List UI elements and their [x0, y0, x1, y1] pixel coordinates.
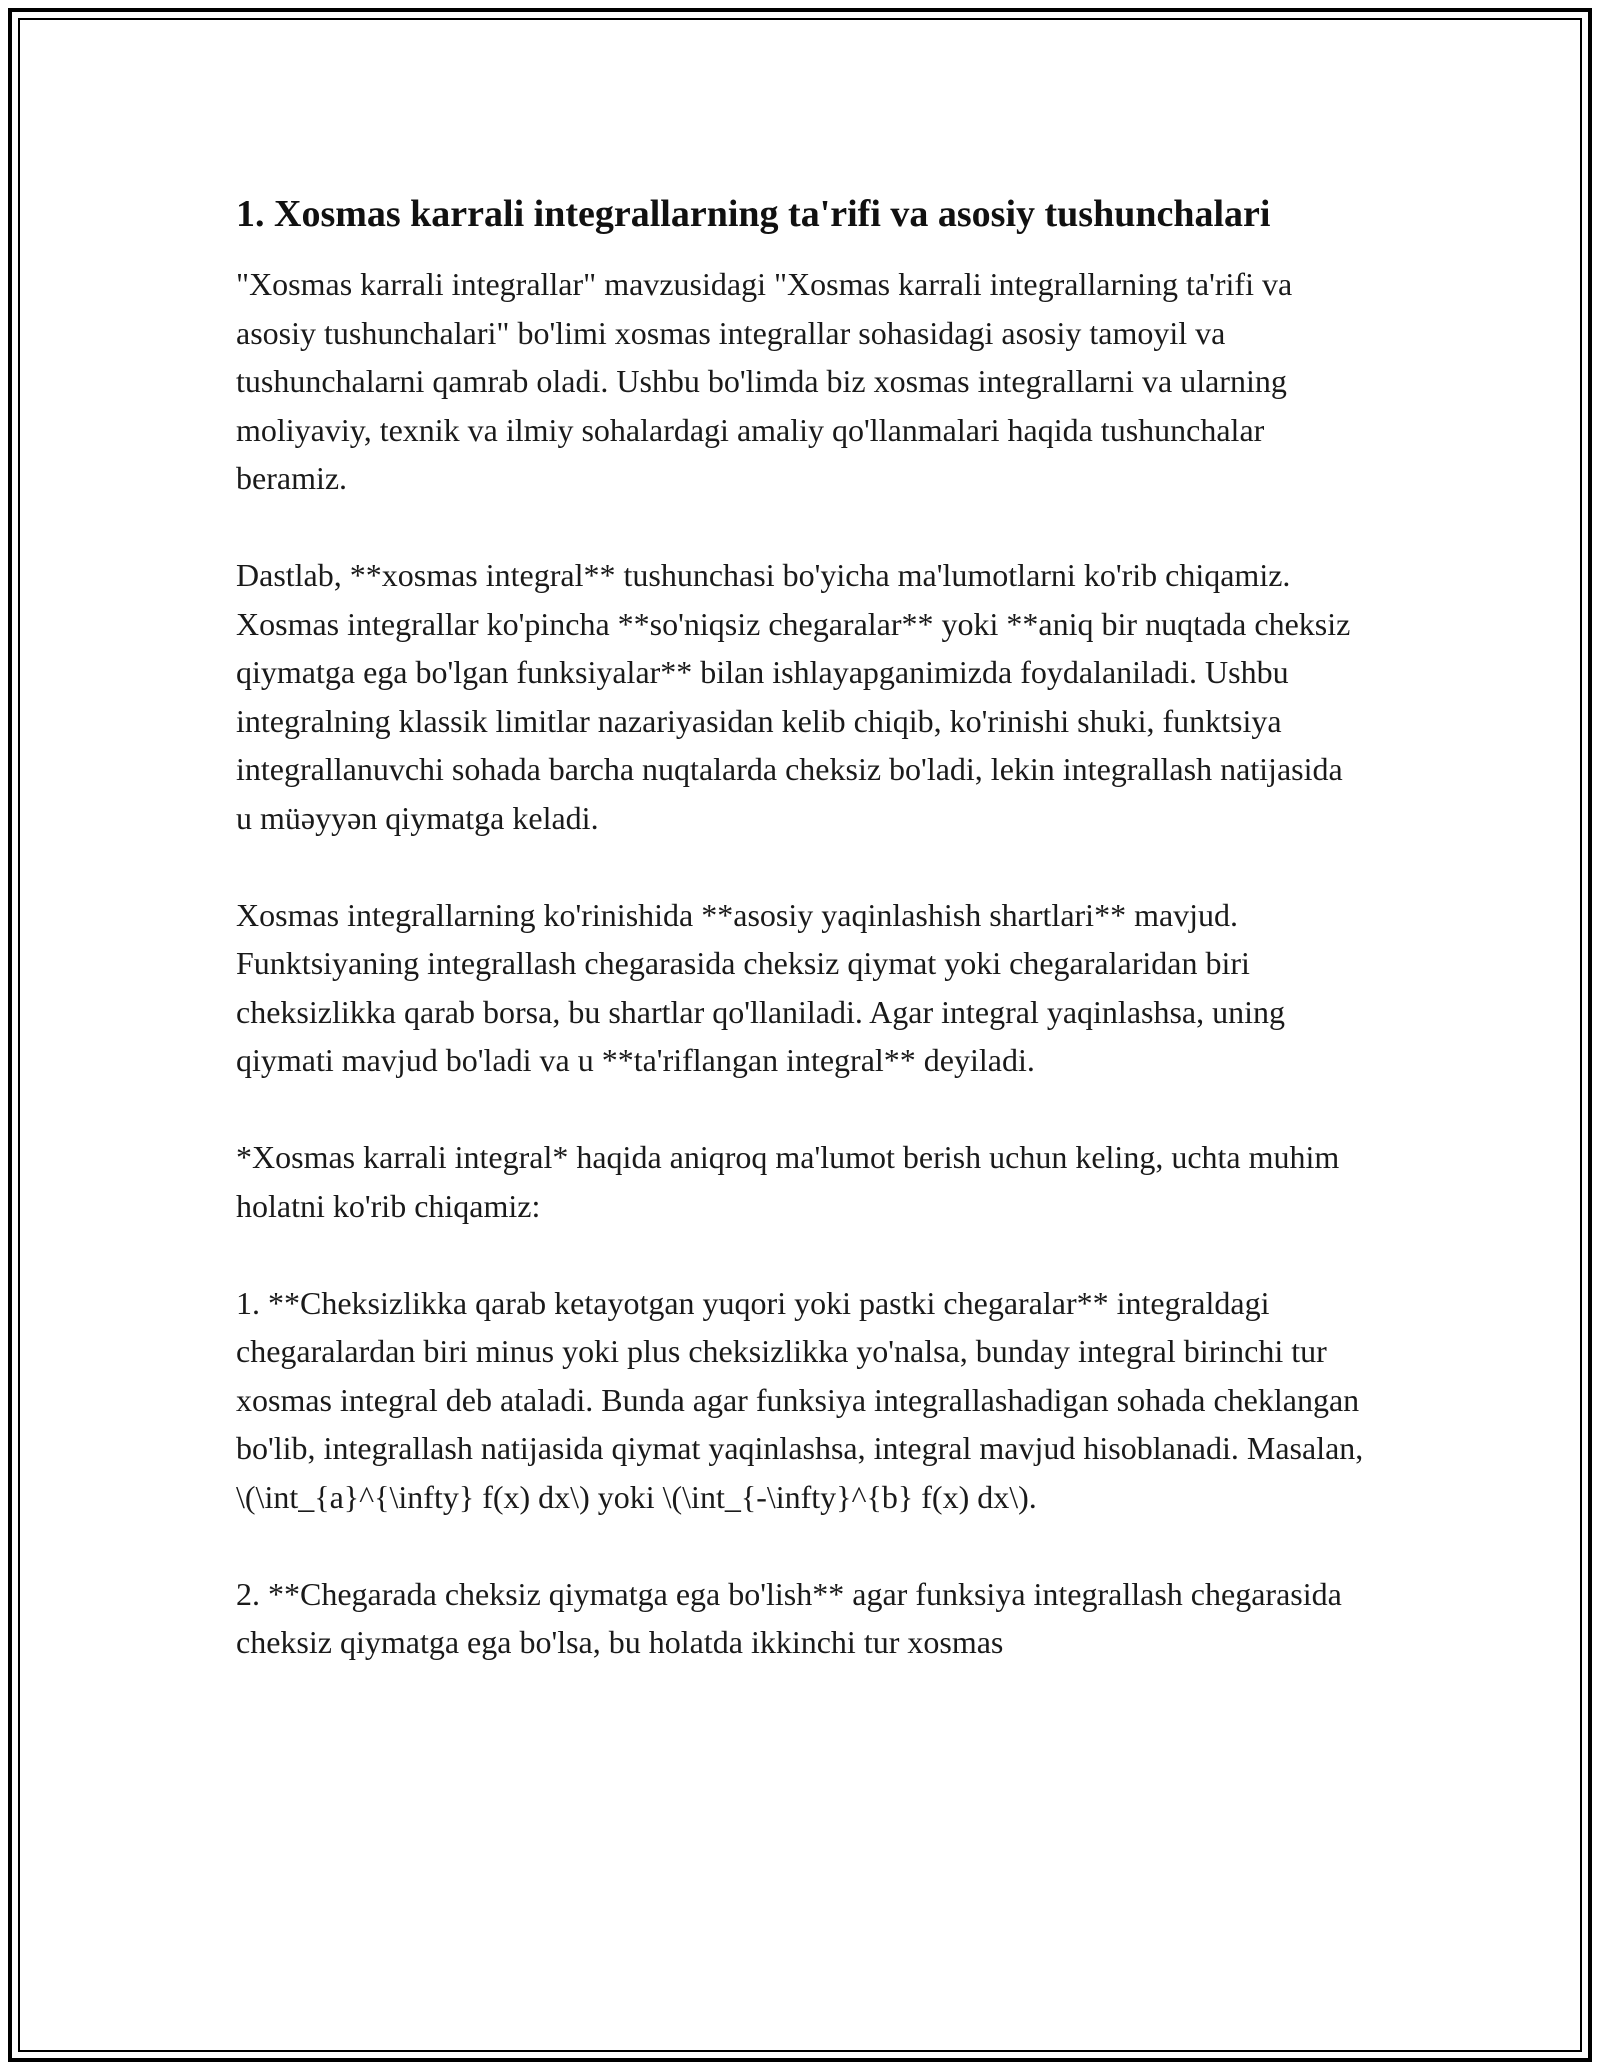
- paragraph-definition: Dastlab, **xosmas integral** tushunchasi bo'yicha ma'lumotlarni ko'rib chiqamiz. Xosmas integrallar ko'pincha **so'niqsiz chegaralar** yoki **aniq bir nuqtada cheksiz qiymatga ega bo'lgan funksiyalar** bilan ishlayapganimizda foydalaniladi. Ushbu integralning klassik limitlar nazariyasidan kelib chiqib, ko'rinishi shuki, funktsiya integrallanuvchi sohada barcha nuqtalarda cheksiz bo'ladi, lekin integrallash natijasida u müəyyən qiymatga keladi.: [236, 557, 1351, 836]
- list-item-case-1: 1. **Cheksizlikka qarab ketayotgan yuqori yoki pastki chegaralar** integraldagi chegaralardan biri minus yoki plus cheksizlikka yo'nalsa, bunday integral birinchi tur xosmas integral deb ataladi. Bunda agar funksiya integrallashadigan sohada cheklangan bo'lib, integrallash natijasida qiymat yaqinlashsa, integral mavjud hisoblanadi. Masalan, \(\int_{a}^{\infty} f(x) dx\) yoki \(\int_{-\infty}^{b} f(x) dx\).: [236, 1284, 1364, 1515]
- section-heading: 1. Xosmas karrali integrallarning ta'rifi va asosiy tushunchalari: [236, 193, 1271, 235]
- list-item-case-2: 2. **Chegarada cheksiz qiymatga ega bo'lish** agar funksiya integrallash chegarasida cheksiz qiymatga ega bo'lsa, bu holatda ikkinchi tur xosmas: [236, 1575, 1342, 1660]
- paragraph-gap: [236, 1085, 1366, 1134]
- paragraph-gap: [236, 503, 1366, 552]
- paragraph-convergence: Xosmas integrallarning ko'rinishida **asosiy yaqinlashish shartlari** mavjud. Funktsiyaning integrallash chegarasida cheksiz qiymat yoki chegaralaridan biri cheksizlikka qarab borsa, bu shartlar qo'llaniladi. Agar integral yaqinlashsa, uning qiymati mavjud bo'ladi va u **ta'riflangan integral** deyiladi.: [236, 896, 1286, 1078]
- paragraph-intro: "Xosmas karrali integrallar" mavzusidagi "Xosmas karrali integrallarning ta'rifi va asosiy tushunchalari" bo'limi xosmas integrallar sohasidagi asosiy tamoyil va tushunchalarni qamrab oladi. Ushbu bo'limda biz xosmas integrallarni va ularning moliyaviy, texnik va ilmiy sohalardagi amaliy qo'llanmalari haqida tushunchalar beramiz.: [236, 266, 1293, 496]
- paragraph-gap: [236, 1230, 1366, 1279]
- paragraph-gap: [236, 842, 1366, 891]
- paragraph-cases-intro: *Xosmas karrali integral* haqida aniqroq ma'lumot berish uchun keling, uchta muhim holatni ko'rib chiqamiz:: [236, 1139, 1340, 1224]
- document-body: [236, 186, 1366, 1667]
- paragraph-gap: [236, 1521, 1366, 1570]
